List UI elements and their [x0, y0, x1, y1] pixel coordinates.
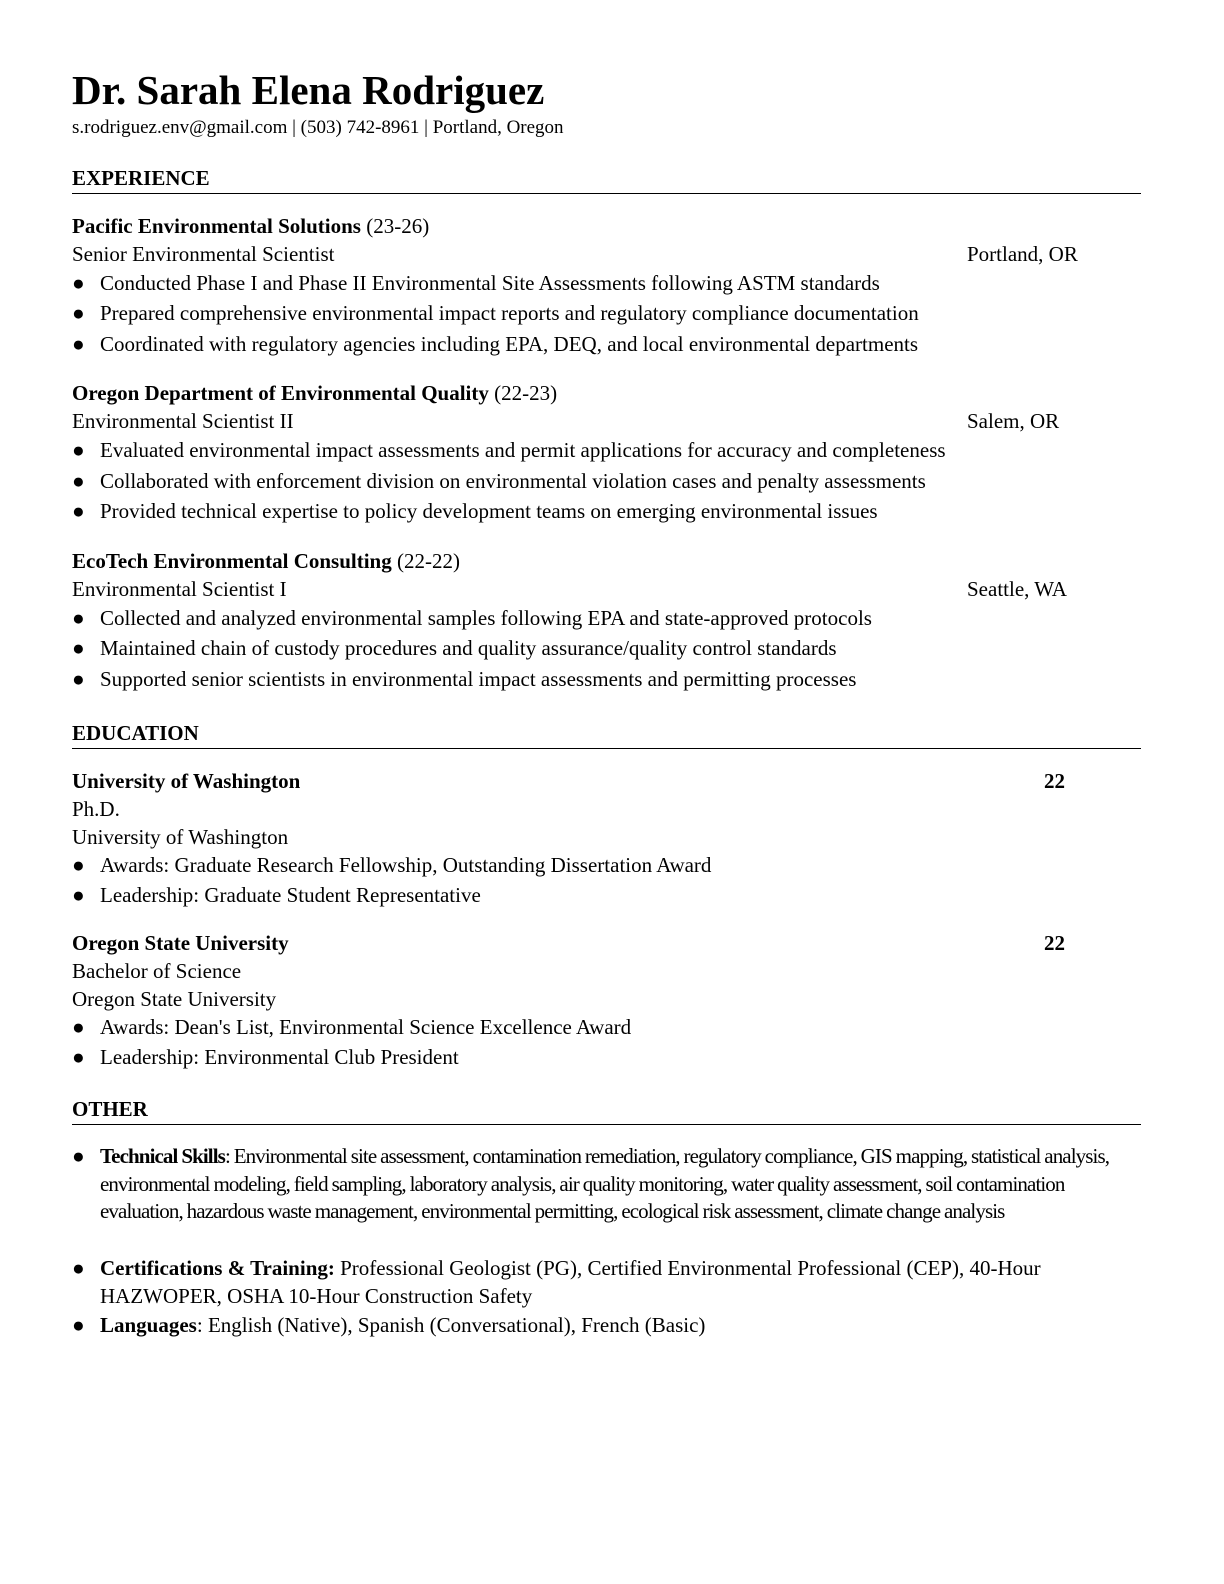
job-bullet: ● Collaborated with enforcement division on environmental violation cases and penalty assessments	[72, 469, 926, 493]
bullet-icon: ●	[72, 1313, 85, 1337]
education-bullet: ● Awards: Dean's List, Environmental Science Excellence Award	[72, 1015, 632, 1039]
job-bullet: ● Collected and analyzed environmental samples following EPA and state-approved protocols	[72, 606, 872, 630]
other-label: Languages	[100, 1313, 197, 1337]
other-text: English (Native), Spanish (Conversational), French (Basic)	[207, 1313, 706, 1337]
school-name: Oregon State University	[72, 931, 289, 955]
degree: Ph.D.	[72, 797, 120, 821]
education-bullet: ● Awards: Graduate Research Fellowship, Outstanding Dissertation Award	[72, 853, 712, 877]
job-location: Seattle, WA	[967, 577, 1067, 601]
bullet-icon: ●	[72, 1045, 85, 1069]
degree: Bachelor of Science	[72, 959, 242, 983]
bullet-icon: ●	[72, 301, 85, 325]
other-text: Environmental site assessment, contamination remediation, regulatory compliance, GIS mapping, statistical analysis, environmental modeling, field sampling, laboratory analysis, air quality monitoring, water quality assessment, soil contamination evaluation, hazardous waste management, environmental permitting, ecological risk assessment, climate change analysis	[100, 1144, 1110, 1223]
job-header	[72, 379, 557, 407]
job-dates: (23-26)	[360, 214, 430, 238]
section-heading-experience: EXPERIENCE	[72, 165, 1141, 194]
bullet-icon: ●	[72, 332, 85, 356]
job-header	[72, 212, 429, 240]
bullet-icon: ●	[72, 883, 85, 907]
institution: Oregon State University	[72, 987, 277, 1011]
section-heading-other: OTHER	[72, 1096, 1141, 1125]
graduation-year: 22	[1044, 931, 1065, 955]
job-bullet: ● Prepared comprehensive environmental impact reports and regulatory compliance documentation	[72, 301, 919, 325]
company-name: Pacific Environmental Solutions	[72, 214, 361, 238]
contact-info: s.rodriguez.env@gmail.com | (503) 742-8961 | Portland, Oregon	[72, 117, 564, 138]
job-header	[72, 547, 460, 575]
other-item-technical-skills: ● Technical Skills: Environmental site assessment, contamination remediation, regulatory compliance, GIS mapping, statistical analysis, environmental modeling, field sampling, laboratory analysis, air quality monitoring, water quality assessment, soil contamination evaluation, hazardous waste management, environmental permitting, ecological risk assessment, climate change analysis	[72, 1144, 1110, 1223]
job-title: Senior Environmental Scientist	[72, 242, 335, 266]
other-label: Technical Skills	[100, 1144, 225, 1168]
job-dates: (22-23)	[488, 381, 558, 405]
graduation-year: 22	[1044, 769, 1065, 793]
job-bullet: ● Conducted Phase I and Phase II Environmental Site Assessments following ASTM standards	[72, 271, 880, 295]
bullet-icon: ●	[72, 667, 85, 691]
bullet-icon: ●	[72, 853, 85, 877]
bullet-icon: ●	[72, 1015, 85, 1039]
institution: University of Washington	[72, 825, 289, 849]
bullet-icon: ●	[72, 499, 85, 523]
bullet-icon: ●	[72, 606, 85, 630]
job-bullet: ● Evaluated environmental impact assessments and permit applications for accuracy and completeness	[72, 438, 946, 462]
bullet-icon: ●	[72, 271, 85, 295]
candidate-name: Dr. Sarah Elena Rodriguez	[72, 67, 545, 113]
job-location: Portland, OR	[967, 242, 1078, 266]
company-name: EcoTech Environmental Consulting	[72, 549, 392, 573]
job-title: Environmental Scientist I	[72, 577, 287, 601]
job-bullet: ● Coordinated with regulatory agencies including EPA, DEQ, and local environmental departments	[72, 332, 919, 356]
education-bullet: ● Leadership: Graduate Student Representative	[72, 883, 481, 907]
job-location: Salem, OR	[967, 409, 1060, 433]
job-bullet: ● Provided technical expertise to policy development teams on emerging environmental issues	[72, 499, 878, 523]
bullet-icon: ●	[72, 1144, 84, 1168]
other-item-languages: ● Languages: English (Native), Spanish (Conversational), French (Basic)	[72, 1312, 1132, 1340]
other-item-certifications	[72, 1255, 1132, 1310]
bullet-icon: ●	[72, 438, 85, 462]
bullet-icon: ●	[72, 469, 85, 493]
bullet-icon: ●	[72, 636, 85, 660]
section-heading-education: EDUCATION	[72, 720, 1141, 749]
bullet-icon: ●	[72, 1256, 85, 1280]
company-name: Oregon Department of Environmental Quality	[72, 381, 489, 405]
education-bullet: ● Leadership: Environmental Club President	[72, 1045, 459, 1069]
other-label: Certifications & Training:	[100, 1256, 335, 1280]
other-text: Professional Geologist (PG), Certified Environmental Professional (CEP), 40-Hour HAZWOPER, OSHA 10-Hour Construction Safety	[100, 1256, 1041, 1308]
job-title: Environmental Scientist II	[72, 409, 294, 433]
school-name: University of Washington	[72, 769, 301, 793]
job-bullet: ● Supported senior scientists in environmental impact assessments and permitting processes	[72, 667, 857, 691]
job-dates: (22-22)	[391, 549, 460, 573]
job-bullet: ● Maintained chain of custody procedures and quality assurance/quality control standards	[72, 636, 837, 660]
